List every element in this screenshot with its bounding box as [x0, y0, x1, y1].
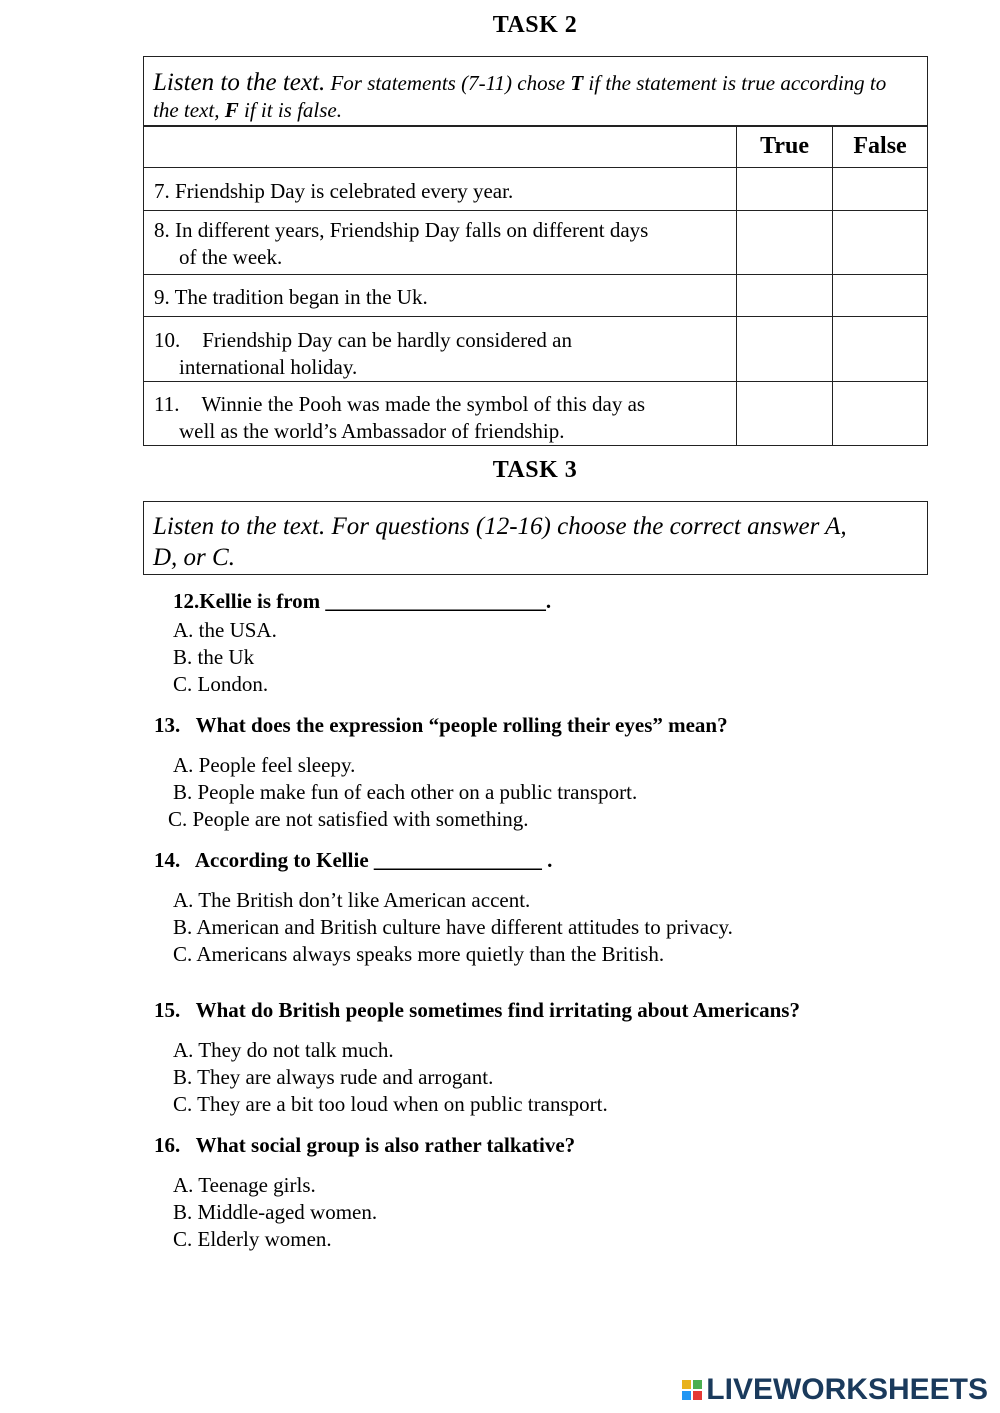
- statement-10: [144, 317, 737, 382]
- question-16: 16. What social group is also rather talkative?: [154, 1133, 576, 1157]
- table-header-row: [144, 126, 928, 168]
- option-16b[interactable]: B. Middle-aged women.: [173, 1200, 378, 1224]
- logo-square: [682, 1380, 691, 1389]
- table-row: [144, 275, 928, 317]
- task2-heading: TASK 2: [492, 12, 578, 38]
- logo-square: [682, 1391, 691, 1400]
- statement-7: 7. Friendship Day is celebrated every year.: [144, 168, 737, 211]
- statement-line: of the week.: [179, 245, 283, 269]
- brand-text: LIVEWORKSHEETS: [706, 1373, 988, 1406]
- true-answer-cell-11[interactable]: [737, 382, 833, 446]
- option-12c[interactable]: C. London.: [173, 672, 269, 696]
- logo-square: [693, 1391, 702, 1400]
- logo-mark-icon: [682, 1380, 702, 1400]
- question-12: 12.Kellie is from _____________________.: [173, 589, 552, 613]
- statement-line: Winnie the Pooh was made the symbol of this day as: [201, 392, 646, 416]
- col-true-header: True: [737, 126, 833, 168]
- instruction-text: if it is false.: [238, 98, 342, 122]
- option-14b[interactable]: B. American and British culture have different attitudes to privacy.: [173, 915, 733, 939]
- task3-instruction: [144, 502, 927, 573]
- false-answer-cell-8[interactable]: [833, 211, 928, 275]
- statement-line: international holiday.: [179, 355, 358, 379]
- question-13: 13. What does the expression “people rolling their eyes” mean?: [154, 713, 728, 737]
- instruction-f: F: [224, 98, 239, 122]
- option-16a[interactable]: A. Teenage girls.: [173, 1173, 316, 1197]
- option-12b[interactable]: B. the Uk: [173, 645, 255, 669]
- table-row: [144, 382, 928, 446]
- statement-line: 8. In different years, Friendship Day falls on different days: [154, 218, 649, 242]
- instruction-t: T: [570, 71, 584, 95]
- task2-instruction-box: [143, 56, 928, 127]
- option-13b[interactable]: B. People make fun of each other on a public transport.: [173, 780, 638, 804]
- option-12a[interactable]: A. the USA.: [173, 618, 277, 642]
- option-13a[interactable]: A. People feel sleepy.: [173, 753, 356, 777]
- false-answer-cell-9[interactable]: [833, 275, 928, 317]
- option-14a[interactable]: A. The British don’t like American accent.: [173, 888, 531, 912]
- statement-8: [144, 211, 737, 275]
- instruction-text: if the statement is true according to the text,: [153, 71, 887, 122]
- instruction-lead: Listen to the text.: [153, 69, 326, 96]
- option-15a[interactable]: A. They do not talk much.: [173, 1038, 394, 1062]
- task3-heading: TASK 3: [492, 457, 578, 483]
- true-false-table: [143, 125, 928, 446]
- instruction-text: For statements (7-11) chose: [325, 71, 571, 95]
- false-answer-cell-10[interactable]: [833, 317, 928, 382]
- question-15: 15. What do British people sometimes find irritating about Americans?: [154, 998, 800, 1022]
- statement-number: 11.: [154, 392, 180, 416]
- instruction-line: Listen to the text. For questions (12-16) choose the correct answer A,: [153, 513, 847, 540]
- option-14c[interactable]: C. Americans always speaks more quietly than the British.: [173, 942, 665, 966]
- statement-line: Friendship Day can be hardly considered an: [202, 328, 572, 352]
- logo-square: [693, 1380, 702, 1389]
- question-14: 14. According to Kellie ________________ .: [154, 848, 553, 872]
- true-answer-cell-9[interactable]: [737, 275, 833, 317]
- task2-instruction: [144, 57, 927, 124]
- true-answer-cell-8[interactable]: [737, 211, 833, 275]
- statement-9: 9. The tradition began in the Uk.: [144, 275, 737, 317]
- statement-line: well as the world’s Ambassador of friendship.: [179, 419, 565, 443]
- false-answer-cell-7[interactable]: [833, 168, 928, 211]
- statement-11: [144, 382, 737, 446]
- table-row: [144, 211, 928, 275]
- true-answer-cell-7[interactable]: [737, 168, 833, 211]
- option-13c[interactable]: C. People are not satisfied with something.: [168, 807, 529, 831]
- option-15c[interactable]: C. They are a bit too loud when on public transport.: [173, 1092, 608, 1116]
- table-row: [144, 317, 928, 382]
- liveworksheets-logo[interactable]: [682, 1373, 988, 1407]
- true-answer-cell-10[interactable]: [737, 317, 833, 382]
- header-blank-cell: [144, 126, 737, 168]
- instruction-line: D, or C.: [153, 544, 235, 571]
- option-16c[interactable]: C. Elderly women.: [173, 1227, 332, 1251]
- option-15b[interactable]: B. They are always rude and arrogant.: [173, 1065, 494, 1089]
- false-answer-cell-11[interactable]: [833, 382, 928, 446]
- task3-instruction-box: [143, 501, 928, 575]
- statement-number: 10.: [154, 328, 181, 352]
- table-row: [144, 168, 928, 211]
- col-false-header: False: [833, 126, 928, 168]
